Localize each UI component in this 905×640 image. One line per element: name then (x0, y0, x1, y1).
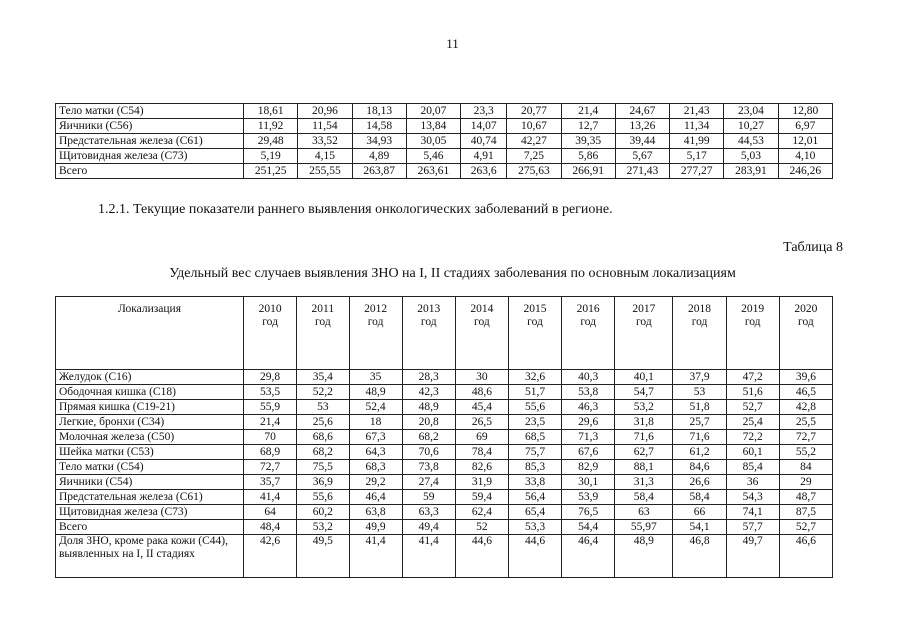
table-cell: 41,4 (244, 490, 297, 505)
table-cell: 39,6 (779, 370, 832, 385)
row-label: Молочная железа (С50) (56, 430, 244, 445)
table-cell: 56,4 (508, 490, 561, 505)
header-year-value: 2020 (794, 303, 818, 315)
table-cell: 55,9 (244, 400, 297, 415)
table-cell: 20,07 (406, 104, 460, 119)
table-cell: 53,8 (562, 385, 615, 400)
table-cell: 54,3 (726, 490, 779, 505)
table-cell: 67,6 (562, 445, 615, 460)
table-cell: 49,7 (726, 535, 779, 578)
table-cell: 75,5 (297, 460, 349, 475)
row-label: Тело матки (С54) (56, 104, 244, 119)
table-cell: 18,61 (244, 104, 298, 119)
table-cell: 78,4 (455, 445, 508, 460)
table-row (56, 164, 833, 179)
header-year (726, 297, 779, 370)
table-cell: 18 (349, 415, 402, 430)
header-year-value: 2011 (311, 303, 335, 315)
table-cell: 58,4 (615, 490, 673, 505)
table-cell: 21,43 (670, 104, 724, 119)
table-cell: 74,1 (726, 505, 779, 520)
table-cell: 5,86 (561, 149, 615, 164)
header-year-value: 2010 (258, 303, 282, 315)
page-number: 11 (446, 36, 459, 51)
table-cell: 37,9 (673, 370, 726, 385)
table-row (56, 445, 833, 460)
table-cell: 21,4 (244, 415, 297, 430)
table-cell: 54,4 (562, 520, 615, 535)
table-cell: 30 (455, 370, 508, 385)
section-heading: 1.2.1. Текущие показатели раннего выявления онкологических заболеваний в регионе. (98, 202, 613, 217)
table-cell: 42,3 (402, 385, 455, 400)
table-cell: 40,74 (461, 134, 507, 149)
table-cell: 12,01 (778, 134, 832, 149)
table-cell: 46,5 (779, 385, 832, 400)
table-cell: 29,2 (349, 475, 402, 490)
table-cell: 49,9 (349, 520, 402, 535)
table-row (56, 460, 833, 475)
table-cell: 23,3 (461, 104, 507, 119)
table-cell: 54,7 (615, 385, 673, 400)
table-cell: 12,7 (561, 119, 615, 134)
table-cell: 65,4 (508, 505, 561, 520)
table-cell: 46,4 (562, 535, 615, 578)
table-cell: 52,7 (726, 400, 779, 415)
table-cell: 27,4 (402, 475, 455, 490)
continued-table (55, 103, 833, 179)
header-year (615, 297, 673, 370)
table-cell: 36 (726, 475, 779, 490)
table-cell: 84,6 (673, 460, 726, 475)
table-cell: 42,8 (779, 400, 832, 415)
table-cell: 68,9 (244, 445, 297, 460)
header-year (349, 297, 402, 370)
table-cell: 66 (673, 505, 726, 520)
table-cell: 11,34 (670, 119, 724, 134)
table-cell: 67,3 (349, 430, 402, 445)
table-cell: 4,10 (778, 149, 832, 164)
table-cell: 51,7 (508, 385, 561, 400)
table-row (56, 134, 833, 149)
table-cell: 31,8 (615, 415, 673, 430)
table-cell: 48,7 (779, 490, 832, 505)
row-label: Доля ЗНО, кроме рака кожи (С44), выявленных на I, II стадиях (56, 535, 244, 578)
table-cell: 48,4 (244, 520, 297, 535)
table-cell: 53,9 (562, 490, 615, 505)
table-row (56, 385, 833, 400)
table-cell: 32,6 (508, 370, 561, 385)
row-label: Щитовидная железа (С73) (56, 505, 244, 520)
table-cell: 5,46 (406, 149, 460, 164)
table-cell: 5,17 (670, 149, 724, 164)
table-cell: 71,6 (673, 430, 726, 445)
table-cell: 6,97 (778, 119, 832, 134)
table-cell: 64,3 (349, 445, 402, 460)
table-cell: 13,84 (406, 119, 460, 134)
early-detection-table (55, 296, 833, 578)
header-year-unit: год (262, 316, 278, 328)
table-cell: 26,6 (673, 475, 726, 490)
row-label: Желудок (С16) (56, 370, 244, 385)
table-cell: 40,3 (562, 370, 615, 385)
header-year (673, 297, 726, 370)
table-cell: 87,5 (779, 505, 832, 520)
header-year (297, 297, 349, 370)
table-cell: 7,25 (507, 149, 561, 164)
header-year-value: 2016 (576, 303, 600, 315)
table-cell: 12,80 (778, 104, 832, 119)
table-cell: 29,8 (244, 370, 297, 385)
table-cell: 29,6 (562, 415, 615, 430)
header-year (562, 297, 615, 370)
table-cell: 69 (455, 430, 508, 445)
table-cell: 20,8 (402, 415, 455, 430)
table-cell: 251,25 (244, 164, 298, 179)
table-cell: 68,6 (297, 430, 349, 445)
row-label: Легкие, бронхи (С34) (56, 415, 244, 430)
table-cell: 35 (349, 370, 402, 385)
table-cell: 33,52 (298, 134, 352, 149)
table-caption: Таблица 8 (783, 240, 843, 255)
table-cell: 30,05 (406, 134, 460, 149)
table-cell: 48,6 (455, 385, 508, 400)
table-cell: 5,67 (615, 149, 669, 164)
table-cell: 42,6 (244, 535, 297, 578)
table-cell: 71,6 (615, 430, 673, 445)
table-cell: 31,3 (615, 475, 673, 490)
table-cell: 72,7 (244, 460, 297, 475)
header-year-unit: год (636, 316, 652, 328)
table-row (56, 505, 833, 520)
table-cell: 36,9 (297, 475, 349, 490)
table-row (56, 104, 833, 119)
header-year (779, 297, 832, 370)
table-cell: 57,7 (726, 520, 779, 535)
header-year-unit: год (527, 316, 543, 328)
table-header-row (56, 297, 833, 370)
table-cell: 39,35 (561, 134, 615, 149)
table-cell: 58,4 (673, 490, 726, 505)
header-year-unit: год (798, 316, 814, 328)
table-cell: 51,6 (726, 385, 779, 400)
table-cell: 55,2 (779, 445, 832, 460)
table-cell: 63,3 (402, 505, 455, 520)
table-cell: 40,1 (615, 370, 673, 385)
table-cell: 44,6 (508, 535, 561, 578)
row-label: Всего (56, 520, 244, 535)
table-cell: 25,7 (673, 415, 726, 430)
table-cell: 53 (673, 385, 726, 400)
table-cell: 11,54 (298, 119, 352, 134)
table-cell: 48,9 (349, 385, 402, 400)
table-cell: 85,3 (508, 460, 561, 475)
header-year-value: 2013 (417, 303, 441, 315)
table-row (56, 415, 833, 430)
table-cell: 25,6 (297, 415, 349, 430)
table-cell: 55,97 (615, 520, 673, 535)
table-cell: 4,89 (352, 149, 406, 164)
table-cell: 33,8 (508, 475, 561, 490)
table-cell: 23,04 (724, 104, 778, 119)
table-cell: 13,26 (615, 119, 669, 134)
header-year-unit: год (744, 316, 761, 328)
table-cell: 53 (297, 400, 349, 415)
table-cell: 4,91 (461, 149, 507, 164)
row-label: Щитовидная железа (С73) (56, 149, 244, 164)
table-cell: 5,03 (724, 149, 778, 164)
table-cell: 52,2 (297, 385, 349, 400)
table-cell: 263,87 (352, 164, 406, 179)
table-cell: 64 (244, 505, 297, 520)
table-cell: 52,7 (779, 520, 832, 535)
table-cell: 14,58 (352, 119, 406, 134)
header-year-value: 2018 (688, 303, 712, 315)
table-title: Удельный вес случаев выявления ЗНО на I, II стадиях заболевания по основным локализациям (169, 266, 736, 281)
table-cell: 60,1 (726, 445, 779, 460)
table-cell: 30,1 (562, 475, 615, 490)
header-year (244, 297, 297, 370)
table-row (56, 400, 833, 415)
table-cell: 46,3 (562, 400, 615, 415)
table-cell: 49,4 (402, 520, 455, 535)
table-cell: 51,8 (673, 400, 726, 415)
table-cell: 85,4 (726, 460, 779, 475)
table-cell: 62,7 (615, 445, 673, 460)
table-cell: 53,3 (508, 520, 561, 535)
table-cell: 46,6 (779, 535, 832, 578)
row-label: Предстательная железа (С61) (56, 134, 244, 149)
row-label: Тело матки (С54) (56, 460, 244, 475)
table-cell: 53,2 (297, 520, 349, 535)
table-cell: 41,4 (349, 535, 402, 578)
table-cell: 75,7 (508, 445, 561, 460)
table-row (56, 370, 833, 385)
table-cell: 61,2 (673, 445, 726, 460)
header-year (402, 297, 455, 370)
header-year-value: 2017 (632, 303, 656, 315)
header-localization: Локализация (56, 297, 244, 370)
table-cell: 246,26 (778, 164, 832, 179)
table-row (56, 535, 833, 578)
table-cell: 11,92 (244, 119, 298, 134)
header-year-unit: год (367, 316, 384, 328)
table-cell: 5,19 (244, 149, 298, 164)
table-cell: 63,8 (349, 505, 402, 520)
table-cell: 70 (244, 430, 297, 445)
table-cell: 59,4 (455, 490, 508, 505)
table-cell: 68,2 (297, 445, 349, 460)
table-cell: 62,4 (455, 505, 508, 520)
table-cell: 49,5 (297, 535, 349, 578)
table-cell: 47,2 (726, 370, 779, 385)
table-cell: 46,4 (349, 490, 402, 505)
table-cell: 59 (402, 490, 455, 505)
table-cell: 35,7 (244, 475, 297, 490)
table-cell: 23,5 (508, 415, 561, 430)
table-cell: 29 (779, 475, 832, 490)
table-cell: 14,07 (461, 119, 507, 134)
table-cell: 44,53 (724, 134, 778, 149)
table-cell: 4,15 (298, 149, 352, 164)
table-cell: 10,27 (724, 119, 778, 134)
table-cell: 52 (455, 520, 508, 535)
table-cell: 29,48 (244, 134, 298, 149)
table-row (56, 475, 833, 490)
table-cell: 271,43 (615, 164, 669, 179)
table-cell: 28,3 (402, 370, 455, 385)
table-cell: 70,6 (402, 445, 455, 460)
table-cell: 41,99 (670, 134, 724, 149)
table-cell: 10,67 (507, 119, 561, 134)
table-cell: 39,44 (615, 134, 669, 149)
table-row (56, 149, 833, 164)
header-year (508, 297, 561, 370)
table-cell: 71,3 (562, 430, 615, 445)
table-cell: 48,9 (615, 535, 673, 578)
table-row (56, 520, 833, 535)
table-cell: 20,96 (298, 104, 352, 119)
table-cell: 68,5 (508, 430, 561, 445)
header-year-unit: год (691, 316, 708, 328)
table-cell: 53,2 (615, 400, 673, 415)
header-year-value: 2015 (523, 303, 547, 315)
table-cell: 55,6 (508, 400, 561, 415)
table-cell: 72,2 (726, 430, 779, 445)
row-label: Яичники (С56) (56, 119, 244, 134)
header-year-value: 2014 (470, 303, 494, 315)
table-cell: 48,9 (402, 400, 455, 415)
row-label: Предстательная железа (С61) (56, 490, 244, 505)
table-cell: 68,2 (402, 430, 455, 445)
row-label: Яичники (С54) (56, 475, 244, 490)
header-year-value: 2019 (741, 303, 765, 315)
table-row (56, 490, 833, 505)
table-cell: 76,5 (562, 505, 615, 520)
table-cell: 20,77 (507, 104, 561, 119)
table-cell: 53,5 (244, 385, 297, 400)
table-cell: 82,6 (455, 460, 508, 475)
header-year-value: 2012 (364, 303, 388, 315)
table-cell: 41,4 (402, 535, 455, 578)
table-cell: 31,9 (455, 475, 508, 490)
table-cell: 277,27 (670, 164, 724, 179)
table-cell: 275,63 (507, 164, 561, 179)
table-cell: 263,61 (406, 164, 460, 179)
table-cell: 52,4 (349, 400, 402, 415)
table-row (56, 119, 833, 134)
table-cell: 68,3 (349, 460, 402, 475)
table-cell: 24,67 (615, 104, 669, 119)
table-cell: 283,91 (724, 164, 778, 179)
table-cell: 35,4 (297, 370, 349, 385)
table-cell: 54,1 (673, 520, 726, 535)
table-cell: 72,7 (779, 430, 832, 445)
table-cell: 45,4 (455, 400, 508, 415)
header-year-unit: год (474, 316, 490, 328)
table-cell: 25,5 (779, 415, 832, 430)
row-label: Всего (56, 164, 244, 179)
table-cell: 84 (779, 460, 832, 475)
header-year (455, 297, 508, 370)
table-cell: 42,27 (507, 134, 561, 149)
table-cell: 55,6 (297, 490, 349, 505)
table-cell: 21,4 (561, 104, 615, 119)
table-cell: 263,6 (461, 164, 507, 179)
row-label: Шейка матки (С53) (56, 445, 244, 460)
table-cell: 63 (615, 505, 673, 520)
table-cell: 266,91 (561, 164, 615, 179)
table-cell: 18,13 (352, 104, 406, 119)
table-cell: 46,8 (673, 535, 726, 578)
row-label: Ободочная кишка (С18) (56, 385, 244, 400)
header-year-unit: год (420, 316, 437, 328)
table-cell: 73,8 (402, 460, 455, 475)
row-label: Прямая кишка (С19-21) (56, 400, 244, 415)
table-cell: 44,6 (455, 535, 508, 578)
table-cell: 25,4 (726, 415, 779, 430)
table-row (56, 430, 833, 445)
table-cell: 255,55 (298, 164, 352, 179)
table-cell: 82,9 (562, 460, 615, 475)
table-cell: 34,93 (352, 134, 406, 149)
table-cell: 26,5 (455, 415, 508, 430)
header-year-unit: год (314, 316, 331, 328)
table-cell: 88,1 (615, 460, 673, 475)
header-year-unit: год (580, 316, 597, 328)
table-cell: 60,2 (297, 505, 349, 520)
